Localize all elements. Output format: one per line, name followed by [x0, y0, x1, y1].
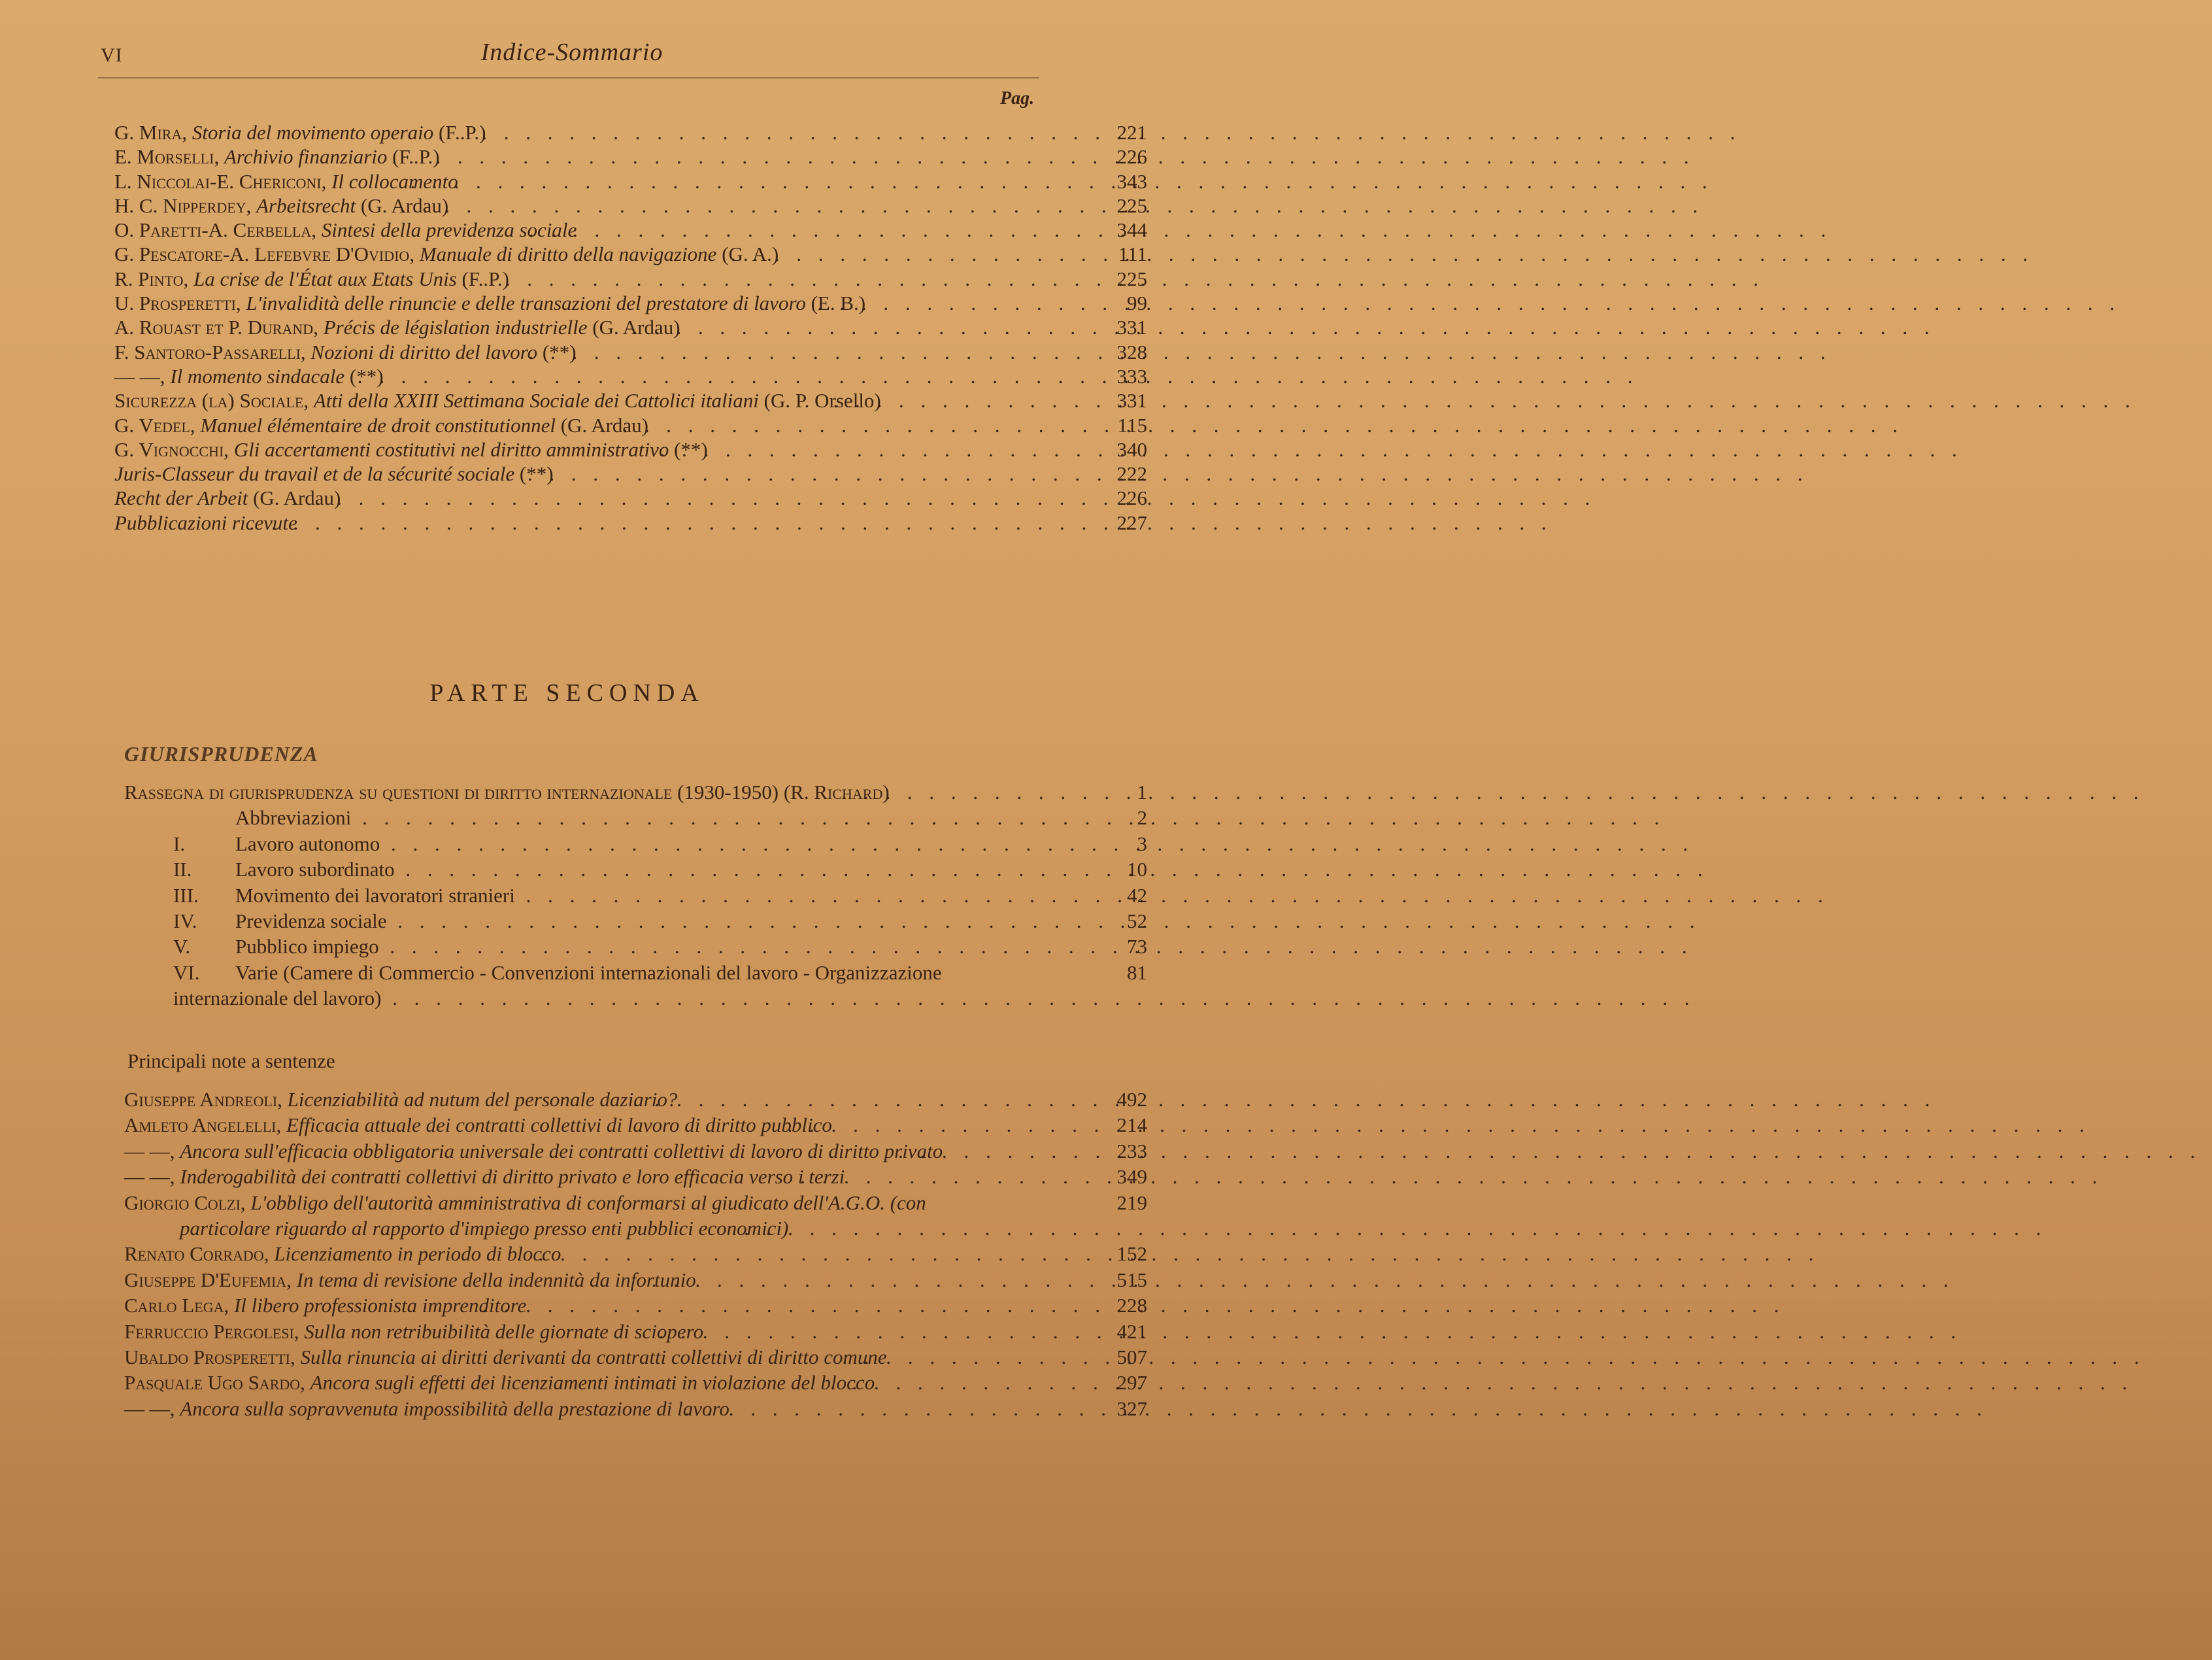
item-number: I. — [173, 832, 186, 855]
entry-text — [114, 462, 967, 486]
page-number: 115 — [1117, 413, 1147, 437]
page-number: 52 — [1127, 909, 1147, 933]
rassegna-block — [124, 779, 1258, 1011]
entry-text — [114, 413, 967, 437]
entry-title: Sintesi della previdenza sociale — [321, 218, 577, 242]
page-number: 515 — [1116, 1268, 1147, 1291]
toc-entry — [114, 486, 1248, 510]
rassegna-item — [124, 831, 1258, 856]
toc-entry — [124, 1241, 1258, 1266]
item-label: Movimento dei lavoratori stranieri — [235, 883, 515, 907]
rassegna-item — [124, 908, 1258, 934]
entry-title: Juris-Classeur du travail et de la sécurité sociale — [114, 462, 515, 486]
entry-reviewer: (G. Ardau) — [560, 413, 648, 437]
entry-author: — —, — [114, 364, 165, 388]
entry-text — [114, 242, 967, 266]
toc-entry — [124, 1319, 1258, 1344]
toc-entry — [114, 267, 1248, 291]
toc-entry — [124, 1293, 1258, 1318]
note-title: Efficacia attuale dei contratti collettivi di lavoro di diritto pubblico — [286, 1113, 832, 1137]
note-title: Inderogabilità dei contratti collettivi di diritto privato e loro efficacia verso i terzi — [180, 1165, 845, 1189]
note-author: — —, — [124, 1165, 175, 1189]
item-number: III. — [173, 883, 199, 907]
entry-text — [124, 1112, 967, 1138]
page-number: 1 — [1137, 781, 1147, 804]
entry-author: O. Paretti-A. Cerbella, — [114, 218, 316, 242]
page-number: 2 — [1137, 806, 1147, 830]
page-number: 10 — [1127, 858, 1147, 881]
entry-text — [114, 511, 967, 535]
entry-title: Recht der Arbeit — [114, 486, 248, 510]
note-title: Ancora sulla sopravvenuta impossibilità della prestazione di lavoro — [180, 1397, 729, 1420]
entry-text — [114, 218, 967, 242]
item-label: Lavoro subordinato — [235, 858, 395, 881]
entry-text — [173, 960, 967, 1011]
page-number: 507 — [1116, 1346, 1147, 1369]
entry-text — [114, 144, 967, 169]
entry-reviewer: (F. P.) — [438, 121, 486, 144]
entry-title: Atti della XXIII Settimana Sociale dei Cattolici italiani — [313, 389, 759, 413]
toc-entry — [124, 1344, 1258, 1370]
page-number: 328 — [1116, 340, 1147, 364]
entry-reviewer: (E. B.) — [811, 292, 866, 315]
entry-text — [124, 779, 967, 805]
toc-entry — [124, 1190, 1258, 1242]
page-number: 331 — [1116, 316, 1147, 339]
entry-text — [114, 120, 967, 144]
toc-entry — [114, 340, 1248, 364]
rassegna-items — [124, 805, 1258, 1011]
entry-text — [114, 169, 967, 194]
entry-text — [173, 908, 967, 934]
toc-entry — [114, 291, 1248, 315]
item-number: VI. — [173, 960, 200, 984]
page-number: 222 — [1116, 462, 1147, 486]
toc-entry — [114, 437, 1248, 462]
notes-entries — [124, 1087, 1258, 1421]
rassegna-author: (R. Richard) — [783, 781, 890, 804]
note-author: Giuseppe D'Eufemia, — [124, 1268, 292, 1291]
entry-text — [124, 1190, 967, 1242]
note-author: Giorgio Colzi, — [124, 1191, 246, 1214]
entry-text — [124, 1267, 967, 1293]
entry-text — [124, 1370, 967, 1395]
note-author: Pasquale Ugo Sardo, — [124, 1371, 305, 1395]
note-title: L'obbligo dell'autorità amministrativa di conformarsi al giudicato dell'A.G.O. (con particolare riguardo al rapporto d'impiego presso enti pubblici economici) — [180, 1191, 926, 1240]
page-number: 343 — [1116, 169, 1147, 193]
page-number: 221 — [1116, 121, 1147, 144]
entry-title: Archivio finanziario — [224, 145, 388, 169]
entry-text — [173, 934, 967, 959]
entry-reviewer: (G. P. Orsello) — [763, 389, 881, 413]
note-author: Carlo Lega, — [124, 1294, 229, 1317]
note-title: In tema di revisione della indennità da infortunio — [296, 1268, 696, 1291]
page-number: 333 — [1116, 364, 1147, 388]
entry-author: L. Niccolai-E. Chericoni, — [114, 169, 327, 193]
toc-entry — [114, 315, 1248, 339]
entry-text — [124, 1138, 967, 1164]
toc-entry — [124, 1396, 1258, 1421]
page-number: 225 — [1116, 267, 1147, 290]
entry-author: H. C. Nipperdey, — [114, 194, 252, 217]
entry-reviewer: (**) — [349, 364, 384, 388]
page-number: 42 — [1127, 883, 1147, 907]
entry-text — [173, 883, 967, 908]
toc-entry — [114, 169, 1248, 194]
entry-text — [173, 831, 967, 856]
page-number: 214 — [1116, 1113, 1147, 1137]
section-heading: GIURISPRUDENZA — [124, 742, 318, 766]
entry-reviewer: (G. Ardau) — [592, 316, 680, 339]
item-number: II. — [173, 858, 192, 881]
page-number: 226 — [1116, 486, 1147, 510]
note-title: Licenziamento in periodo di blocco — [274, 1242, 561, 1266]
entry-text — [124, 1396, 967, 1421]
page-column-label: Pag. — [1000, 88, 1035, 109]
page-folio: VI — [101, 44, 123, 66]
rassegna-item — [124, 960, 1258, 1011]
page-number: 152 — [1116, 1242, 1147, 1266]
rassegna-item — [124, 856, 1258, 882]
toc-entry — [114, 242, 1248, 266]
entry-text — [173, 856, 967, 882]
entry-reviewer: (G. A.) — [722, 243, 779, 266]
page-number: 111 — [1118, 243, 1147, 266]
entry-text — [124, 1319, 967, 1344]
entry-reviewer: (G. Ardau) — [360, 194, 449, 217]
entry-text — [124, 1344, 967, 1370]
entry-title: L'invalidità delle rinuncie e delle transazioni del prestatore di lavoro — [246, 292, 806, 315]
toc-entry — [124, 1164, 1258, 1189]
page-number: 331 — [1116, 389, 1147, 413]
page-number: 421 — [1116, 1319, 1147, 1343]
notes-heading: Principali note a sentenze — [127, 1049, 335, 1072]
item-number: V. — [173, 935, 191, 958]
entry-author: G. Mira, — [114, 121, 188, 144]
entry-author: E. Morselli, — [114, 145, 220, 169]
running-header — [98, 38, 1046, 77]
note-author: Amleto Angelelli, — [124, 1113, 282, 1137]
entry-reviewer: (F. P.) — [392, 145, 440, 169]
entry-title: Manuel élémentaire de droit constitutionnel — [200, 413, 556, 437]
page-number: 226 — [1116, 145, 1147, 169]
entry-reviewer: (G. Ardau) — [253, 486, 341, 510]
rassegna-item — [124, 883, 1258, 908]
entry-text — [114, 267, 967, 291]
toc-entry — [114, 144, 1248, 169]
entry-text — [124, 1087, 967, 1112]
entry-reviewer: (**) — [674, 437, 708, 461]
page-number: 228 — [1116, 1294, 1147, 1317]
page-number: 340 — [1116, 437, 1147, 461]
entry-text — [114, 194, 967, 218]
page-number: 219 — [1116, 1191, 1147, 1214]
entry-author: R. Pinto, — [114, 267, 189, 290]
item-label: Abbreviazioni — [235, 806, 352, 830]
page-number: 349 — [1116, 1165, 1147, 1189]
note-author: Renato Corrado, — [124, 1242, 269, 1266]
entry-author: Sicurezza (la) Sociale, — [114, 389, 309, 413]
page-number: 225 — [1116, 194, 1147, 217]
entry-text — [114, 486, 967, 510]
page-number: 297 — [1116, 1371, 1147, 1395]
entry-title: Manuale di diritto della navigazione — [419, 243, 717, 266]
entry-title: Gli accertamenti costitutivi nel diritto amministrativo — [233, 437, 669, 461]
toc-entry — [114, 462, 1248, 486]
entry-author: F. Santoro-Passarelli, — [114, 340, 306, 364]
note-author: Ferruccio Pergolesi, — [124, 1319, 299, 1343]
entry-title: Nozioni di diritto del lavoro — [310, 340, 538, 364]
toc-entry — [124, 1138, 1258, 1164]
entry-text — [124, 1164, 967, 1189]
toc-entry — [114, 413, 1248, 437]
entry-text — [173, 805, 967, 830]
rassegna-item — [124, 805, 1258, 830]
entry-reviewer: (**) — [542, 340, 577, 364]
toc-entry — [114, 218, 1248, 242]
item-number: IV. — [173, 909, 197, 933]
item-label: Pubblico impiego — [235, 935, 379, 958]
item-label: Previdenza sociale — [235, 909, 387, 933]
part-heading: PARTE SECONDA — [429, 679, 705, 707]
page-number: 344 — [1116, 218, 1147, 242]
entry-text — [124, 1293, 967, 1318]
item-label: Varie (Camere di Commercio - Convenzioni internazionali del lavoro - Organizzazione internazionale del lavoro) — [173, 960, 942, 1010]
part-one-entries — [114, 120, 1248, 535]
toc-entry — [124, 1370, 1258, 1395]
page-number: 233 — [1116, 1139, 1147, 1162]
note-title: Licenziabilità ad nutum del personale daziario? — [287, 1088, 678, 1111]
page-number: 3 — [1137, 832, 1147, 855]
entry-author: G. Pescatore-A. Lefebvre D'Ovidio, — [114, 243, 415, 266]
note-author: Ubaldo Prosperetti, — [124, 1346, 295, 1369]
entry-title: Pubblicazioni ricevute — [114, 511, 297, 534]
rassegna-item — [124, 934, 1258, 959]
note-title: Il libero professionista imprenditore — [233, 1294, 527, 1317]
note-title: Sulla non retribuibilità delle giornate di sciopero — [304, 1319, 704, 1343]
page-number: 492 — [1116, 1088, 1147, 1111]
entry-text — [114, 437, 967, 462]
entry-text — [114, 291, 967, 315]
page-number: 227 — [1116, 511, 1147, 534]
running-title: Indice-Sommario — [480, 39, 663, 66]
toc-entry — [114, 194, 1248, 218]
toc-entry — [124, 1112, 1258, 1138]
note-title: Sulla rinuncia ai diritti derivanti da contratti collettivi di diritto comune — [300, 1346, 887, 1369]
entry-title: Arbeitsrecht — [256, 194, 356, 217]
entry-author: U. Prosperetti, — [114, 292, 241, 315]
page-number: 327 — [1116, 1397, 1147, 1420]
entry-author: A. Rouast et P. Durand, — [114, 316, 318, 339]
entry-text — [114, 388, 967, 413]
entry-title: Précis de législation industrielle — [323, 316, 588, 339]
note-title: Ancora sugli effetti dei licenziamenti intimati in violazione del blocco — [310, 1371, 875, 1395]
toc-entry — [124, 779, 1258, 805]
note-author: Giuseppe Andreoli, — [124, 1088, 282, 1111]
rassegna-title: Rassegna di giurisprudenza su questioni di diritto internazionale (1930-1950) — [124, 781, 779, 804]
toc-entry — [114, 120, 1248, 144]
entry-reviewer: (**) — [519, 462, 554, 486]
page-number: 99 — [1127, 292, 1147, 315]
entry-title: Il collocamento — [331, 169, 458, 193]
note-title: Ancora sull'efficacia obbligatoria universale dei contratti collettivi di lavoro di diritto privato — [180, 1139, 943, 1162]
note-author: — —, — [124, 1397, 175, 1420]
entry-title: Il momento sindacale — [170, 364, 345, 388]
item-label: Lavoro autonomo — [235, 832, 380, 855]
entry-text — [114, 340, 967, 364]
entry-author: G. Vedel, — [114, 413, 195, 437]
toc-entry — [114, 511, 1248, 535]
toc-entry — [124, 1087, 1258, 1112]
entry-text — [124, 1241, 967, 1266]
header-rule — [98, 77, 1039, 78]
entry-text — [114, 315, 967, 339]
entry-title: Storia del movimento operaio — [192, 121, 434, 144]
toc-entry — [124, 1267, 1258, 1293]
entry-text — [114, 364, 967, 388]
entry-author: G. Vignocchi, — [114, 437, 229, 461]
toc-entry — [114, 364, 1248, 388]
note-author: — —, — [124, 1139, 175, 1162]
page-number: 81 — [1127, 960, 1147, 984]
page-number: 73 — [1127, 935, 1147, 958]
entry-title: La crise de l'État aux Etats Unis — [193, 267, 457, 290]
toc-entry — [114, 388, 1248, 413]
entry-reviewer: (F. P.) — [461, 267, 509, 290]
